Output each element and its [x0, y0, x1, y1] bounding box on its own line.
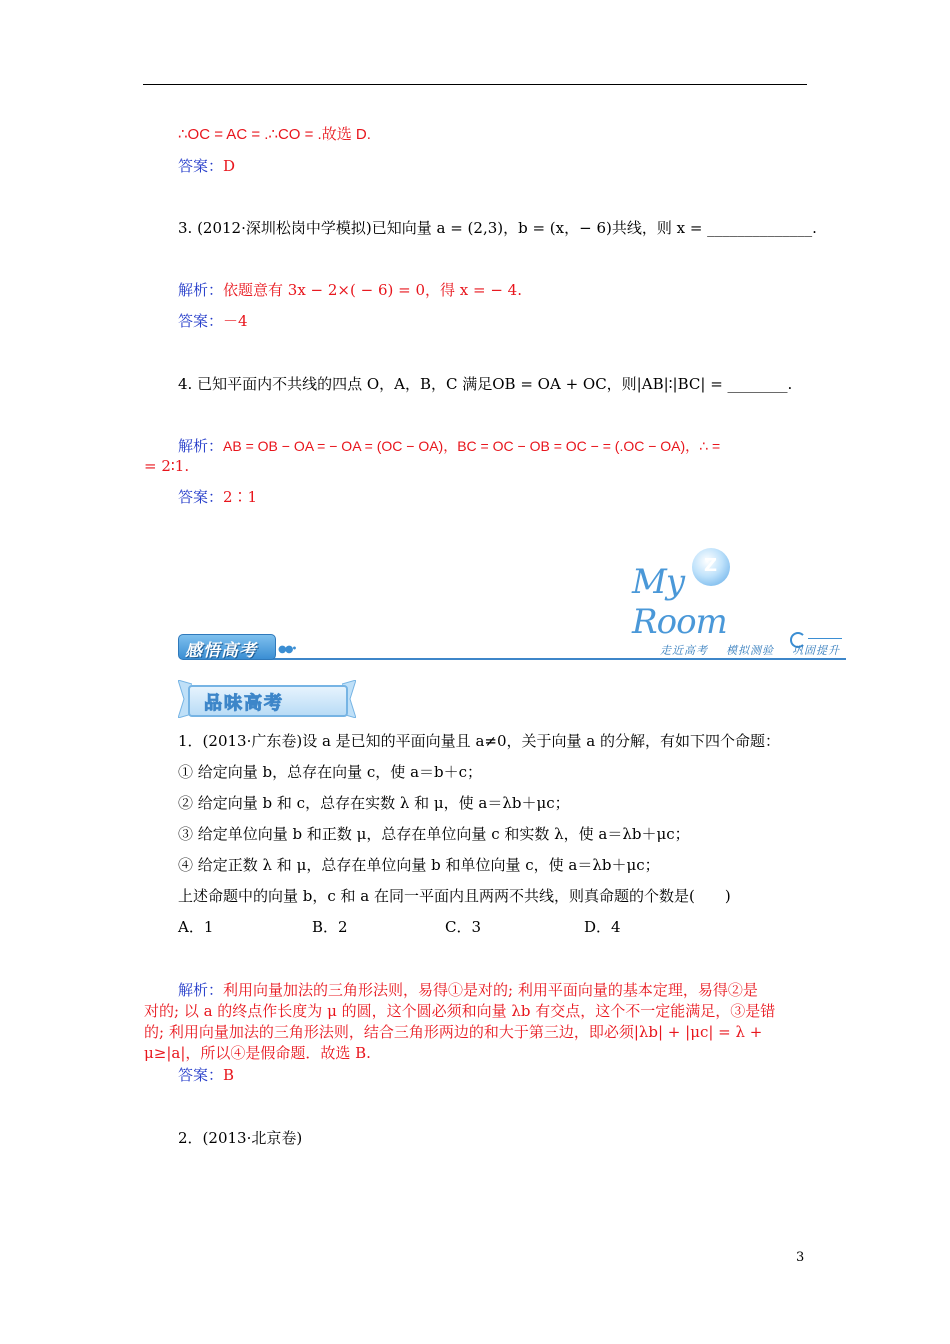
q4-solution-line2: = 2∶1.	[144, 457, 190, 475]
q3-question: 3. (2012·深圳松岗中学模拟)已知向量 a = (2,3)，b = (x，− 6)共线，则 x = ______________.	[178, 219, 817, 237]
q3-solution	[178, 280, 522, 300]
logo-bubble-letter: Z	[704, 555, 718, 576]
banner-dots-icon: ●●•	[278, 644, 296, 655]
myroom-logo	[632, 548, 782, 642]
q2-solution-line	[178, 124, 371, 145]
banner-underline	[270, 658, 846, 660]
p1-solution-line2: 对的; 以 a 的终点作长度为 μ 的圆，这个圆必须和向量 λb 有交点，这个不一定能满足，③是错	[144, 1002, 776, 1020]
solution-text: 利用向量加法的三角形法则，易得①是对的; 利用平面向量的基本定理，易得②是	[223, 981, 758, 999]
section-banner	[178, 632, 846, 660]
banner-right-label: 模拟测验	[726, 644, 774, 657]
p1-option-a: A．1	[178, 918, 214, 936]
answer-value: B	[223, 1066, 235, 1084]
q4-question: 4. 已知平面内不共线的四点 O，A，B，C 满足OB = OA + OC，则|AB|∶|BC| = ________.	[178, 375, 793, 393]
solution-text: AB = OB − OA = − OA = (OC − OA)，BC = OC − OB = OC − = (.OC − OA)，∴ =	[223, 438, 721, 454]
answer-label: 答案：	[178, 157, 224, 175]
banner-right-label: 走近高考	[660, 644, 708, 657]
answer-value: 2∶1	[223, 488, 258, 506]
solution-label: 解析：	[178, 281, 224, 299]
answer-label: 答案：	[178, 312, 224, 330]
p1-solution-line4: μ≥|a|，所以④是假命题．故选 B.	[144, 1044, 371, 1062]
banner-right-labels	[642, 642, 840, 658]
logo-text: My Room	[632, 562, 727, 642]
section-ribbon	[178, 680, 356, 718]
q3-answer	[178, 311, 248, 331]
ribbon-title: 品味高考	[204, 693, 284, 714]
banner-tab	[178, 634, 276, 660]
p1-item-1: ① 给定向量 b，总存在向量 c，使 a＝b＋c；	[178, 763, 483, 781]
ribbon-box	[188, 685, 348, 717]
q2-answer	[178, 156, 235, 176]
p1-stem: 上述命题中的向量 b，c 和 a 在同一平面内且两两不共线，则真命题的个数是( )	[178, 887, 731, 905]
answer-label: 答案：	[178, 488, 224, 506]
page-number: 3	[796, 1250, 805, 1265]
answer-value: －4	[223, 312, 248, 330]
q4-answer	[178, 487, 257, 507]
header-rule	[143, 84, 807, 85]
p1-solution-line1	[178, 980, 758, 1000]
solution-label: 解析：	[178, 981, 224, 999]
p1-item-4: ④ 给定正数 λ 和 μ，总存在单位向量 b 和单位向量 c，使 a＝λb＋μc；	[178, 856, 660, 874]
p1-solution-line3: 的; 利用向量加法的三角形法则，结合三角形两边的和大于第三边，即必须|λb| + |μc| = λ +	[144, 1023, 763, 1041]
p1-answer	[178, 1065, 234, 1085]
p2-question: 2．(2013·北京卷)	[178, 1129, 303, 1147]
answer-label: 答案：	[178, 1066, 224, 1084]
banner-right-label: 巩固提升	[792, 644, 840, 657]
p1-question: 1．(2013·广东卷)设 a 是已知的平面向量且 a≠0，关于向量 a 的分解，有如下四个命题：	[178, 732, 780, 750]
solution-label: 解析：	[178, 437, 224, 455]
answer-value: D	[223, 157, 236, 175]
p1-item-3: ③ 给定单位向量 b 和正数 μ，总存在单位向量 c 和实数 λ，使 a＝λb＋μc；	[178, 825, 690, 843]
banner-divider	[808, 638, 842, 639]
q4-solution-line1	[178, 436, 720, 456]
banner-tab-label: 感悟高考	[185, 641, 257, 661]
p1-option-b: B．2	[312, 918, 348, 936]
p1-option-c: C．3	[445, 918, 482, 936]
solution-text: 依题意有 3x − 2×( − 6) = 0，得 x = − 4.	[223, 281, 522, 299]
q2-solution-text: ∴OC = AC = .∴CO = .故选 D.	[178, 126, 371, 143]
p1-item-2: ② 给定向量 b 和 c，总存在实数 λ 和 μ，使 a＝λb＋μc；	[178, 794, 570, 812]
p1-option-d: D．4	[584, 918, 621, 936]
